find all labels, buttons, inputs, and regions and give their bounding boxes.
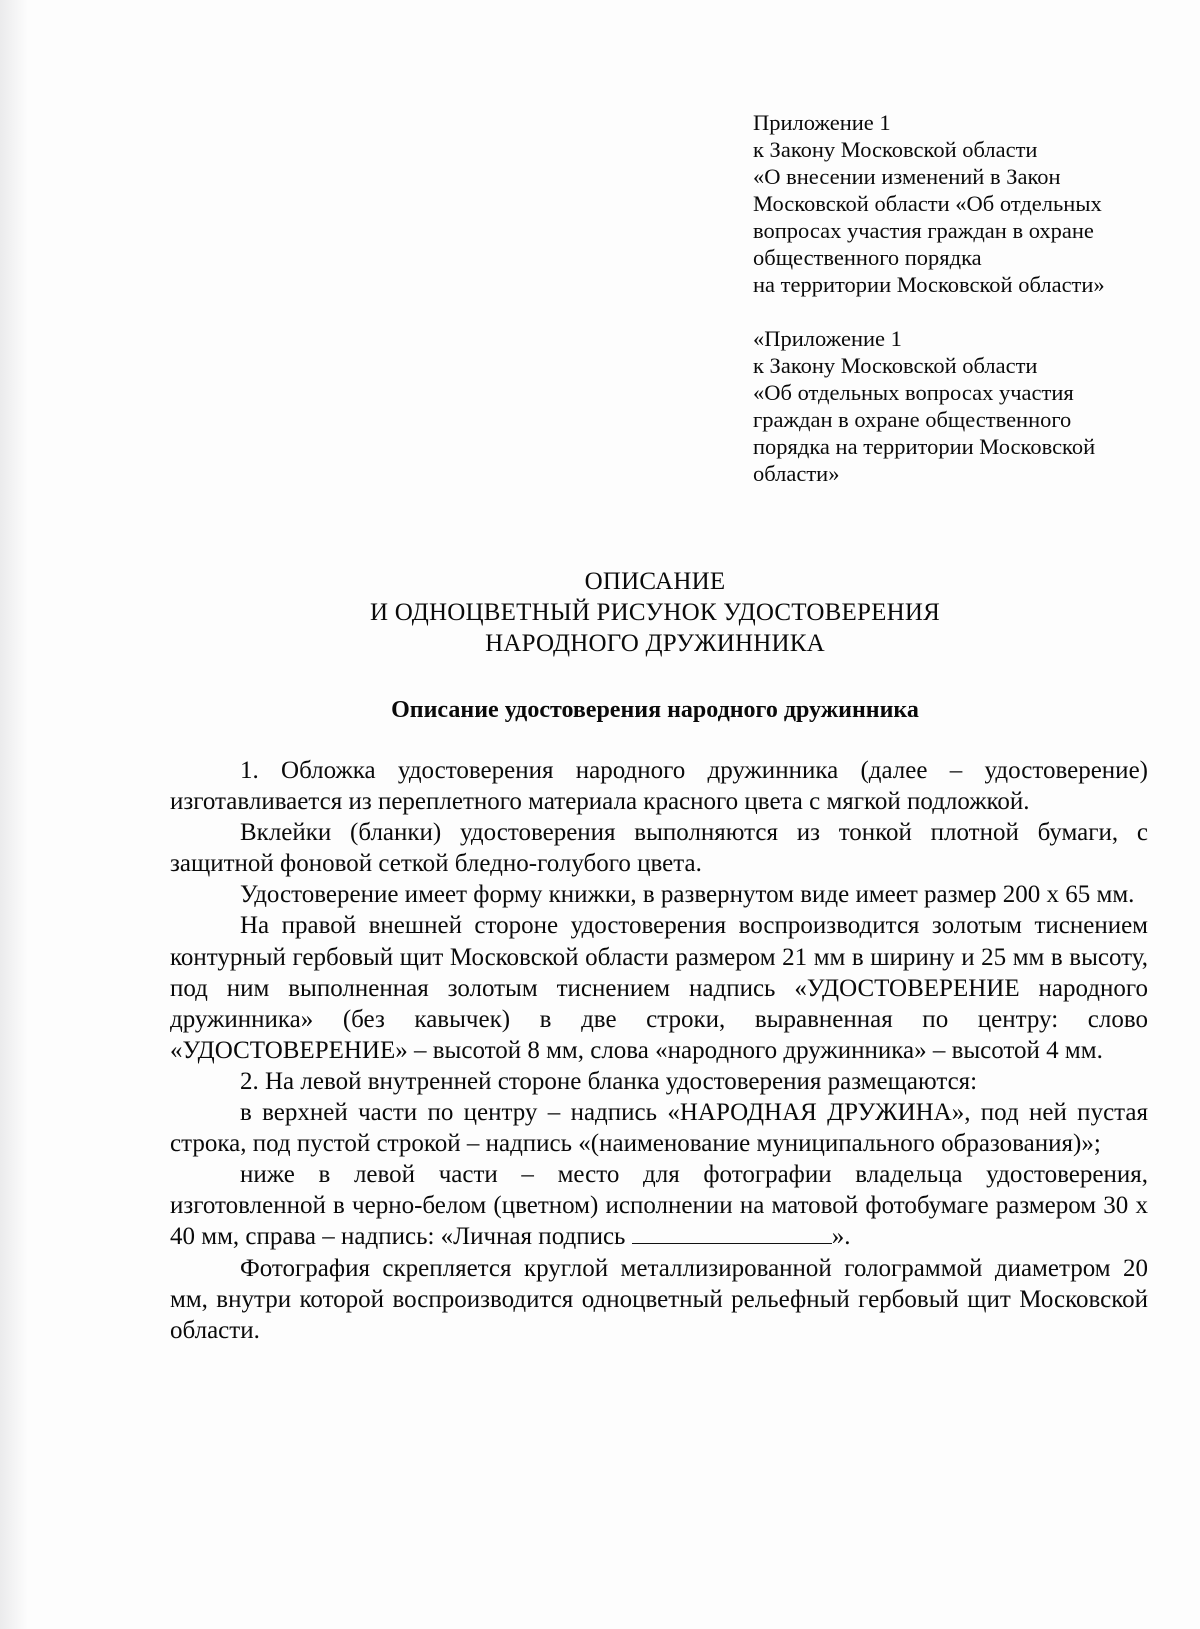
annex-line: на территории Московской области»: [753, 272, 1105, 297]
paragraph: Удостоверение имеет форму книжки, в развернутом виде имеет размер 200 х 65 мм.: [240, 881, 1135, 909]
paragraph: Фотография скрепляется круглой металлизированной голограммой диаметром 20 мм, внутри которой воспроизводится одноцветный рельефный гербовый щит Московской области.: [170, 1254, 1148, 1344]
title-line: ОПИСАНИЕ: [584, 568, 726, 595]
document-body: [170, 755, 1148, 1346]
annex-line: к Закону Московской области: [753, 137, 1038, 162]
section-heading: Описание удостоверения народного дружинника: [391, 697, 919, 723]
annex-header-amending-law: [753, 109, 1173, 298]
paragraph: 2. На левой внутренней стороне бланка удостоверения размещаются:: [240, 1067, 978, 1095]
title-line: И ОДНОЦВЕТНЫЙ РИСУНОК УДОСТОВЕРЕНИЯ: [370, 599, 940, 626]
paragraph-text: ниже в левой части – место для фотографии владельца удостоверения, изготовленной в черно-белом (цветном) исполнении на матовой фотобумаге размером 30 х 40 мм, справа – надпись: «Личная подпись: [170, 1161, 1148, 1251]
annex-line: порядка на территории Московской: [753, 434, 1096, 459]
paragraph: в верхней части по центру – надпись «НАРОДНАЯ ДРУЖИНА», под ней пустая строка, под пустой строкой – надпись «(наименование муниципального образования)»;: [170, 1099, 1148, 1158]
annex-line: общественного порядка: [753, 245, 982, 270]
paragraph: На правой внешней стороне удостоверения воспроизводится золотым тиснением контурный гербовый щит Московской области размером 21 мм в ширину и 25 мм в высоту, под ним выполненная золотым тиснением надпись «УДОСТОВЕРЕНИЕ народного дружинника» (без кавычек) в две строки, выравненная по центру: слово «УДОСТОВЕРЕНИЕ» – высотой 8 мм, слова «народного дружинника» – высотой 4 мм.: [170, 912, 1148, 1064]
title-line: НАРОДНОГО ДРУЖИННИКА: [485, 630, 825, 657]
annex-line: к Закону Московской области: [753, 353, 1038, 378]
annex-header-original-law: [753, 325, 1173, 487]
annex-line: «О внесении изменений в Закон: [753, 164, 1061, 189]
signature-blank-line: [632, 1223, 832, 1244]
annex-line: Московской области «Об отдельных: [753, 191, 1102, 216]
annex-line: вопросах участия граждан в охране: [753, 218, 1094, 243]
annex-line: «Приложение 1: [753, 326, 902, 351]
paragraph: 1. Обложка удостоверения народного дружинника (далее – удостоверение) изготавливается из переплетного материала красного цвета с мягкой подложкой.: [170, 757, 1148, 816]
annex-line: области»: [753, 461, 840, 486]
paragraph-signature: [170, 1159, 1148, 1252]
annex-line: Приложение 1: [753, 110, 891, 135]
paragraph-text-end: ».: [831, 1223, 851, 1251]
annex-line: граждан в охране общественного: [753, 407, 1072, 432]
scan-edge-shadow: [0, 0, 28, 1629]
document-title: [170, 566, 1140, 659]
annex-line: «Об отдельных вопросах участия: [753, 380, 1074, 405]
paragraph: Вклейки (бланки) удостоверения выполняются из тонкой плотной бумаги, с защитной фоновой сеткой бледно-голубого цвета.: [170, 819, 1148, 878]
